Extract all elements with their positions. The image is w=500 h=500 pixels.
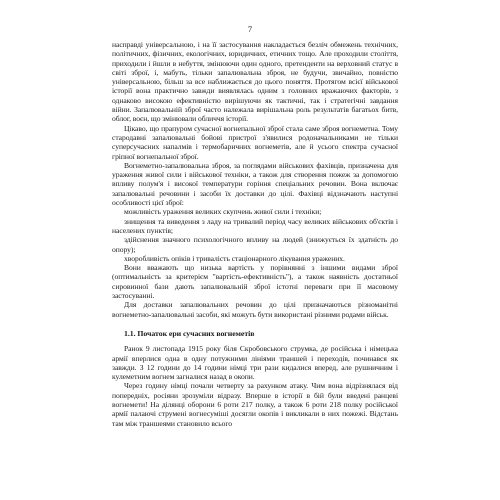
paragraph: насправді універсальною, і на її застосування накладається безліч обмежень технічних, політичних, фізичних, екологічних, юридичних, етичних тощо. Але проходили століття, приходили і йшли в небуття, змінюючи один одного, претенденти на верховний статус в світі зброї, і, мабуть, тільки запалювальна зброя, не будучи, звичайно, повністю універсальною, більш за все наближається до цього поняття. Протягом всієї військової історії вона практично завжди виявлялась одним з головних вражаючих факторів, з однаково високою ефективністю вирішуючи як тактичні, так і стратегічні завдання війни. Запалювальній зброї часто належала вирішальна роль результатів багатьох битв, облог, воєн, що змінювали обличчя історії.: [112, 40, 398, 124]
paragraph: Для доставки запалювальних речовин до цілі призначаються різноманітні вогнеметно-запалювальні засоби, які можуть бути використані різними родами військ.: [112, 300, 398, 319]
list-item: знищення та виведення з ладу на тривалий період часу великих військових об'єктів і населених пунктів;: [112, 216, 398, 235]
page-number: 7: [247, 24, 253, 34]
paragraph: Вогнеметно-запалювальна зброя, за поглядами військових фахівців, призначена для ураження живої сили і військової техніки, а також для створення пожеж за допомогою впливу полум'я і високої температури горіння спеціальних речовин. Вона включає запалювальні речовини і засоби їх доставки до цілі. Фахівці відзначають наступні особливості цієї зброї:: [112, 160, 398, 208]
paragraph: Через годину німці почали четверту за рахунком атаку. Чим вона відрізнялася від попередніх, росіяни зрозуміли відразу. Вперше в історії в бій були введені ранцеві вогнемети! На ділянці оборони 6 роти 217 полку, а також 6 роти 218 полку російської армії палаючі струмені вогнесуміші досягли окопів і викликали в них пожежі. Відстань там між траншеями становило всього: [112, 381, 398, 428]
paragraph: Цікаво, що прапуром сучасної вогнепальної зброї стала саме зброя вогнеметна. Тому стародавні запалювальні бойові пристрої з'явилися родоначальниками не тільки суперсучасних напалмів і термобаричних вогнеметів, але й усього спектра сучасної гріпної вогнепальної зброї.: [112, 123, 398, 161]
paragraph: Вони вважають що низька вартість у порівнянні з іншими видами зброї (оптимальність за критерієм "вартість-ефективність"), а також наявність достатньої сировинної бази дають запалювальній зброї істотні переваги при її масовому застосуванні.: [112, 263, 398, 301]
list-item: можливість ураження великих скупчень живої сили і техніки;: [124, 207, 322, 217]
paragraph: Ранок 9 листопада 1915 року біля Скробовського струмка, де російська і німецька армії вперлися одна в одну потужними лініями траншей і переходів, починався як завжди. З 12 години до 14 години німці три рази кидалися вперед, але рушничним і кулеметним вогнем загналися назад в окопи.: [112, 344, 398, 382]
body-text: [112, 40, 398, 428]
list-item: хвороблив​ість опіків і тривалість стаціонарного лікування уражених.: [124, 253, 345, 263]
list-item: здійснення значного психологічного впливу на людей (знижується їх здатність до опору);: [112, 235, 398, 254]
section-heading: 1.1. Початок ери сучасних вогнеметів: [124, 328, 255, 338]
